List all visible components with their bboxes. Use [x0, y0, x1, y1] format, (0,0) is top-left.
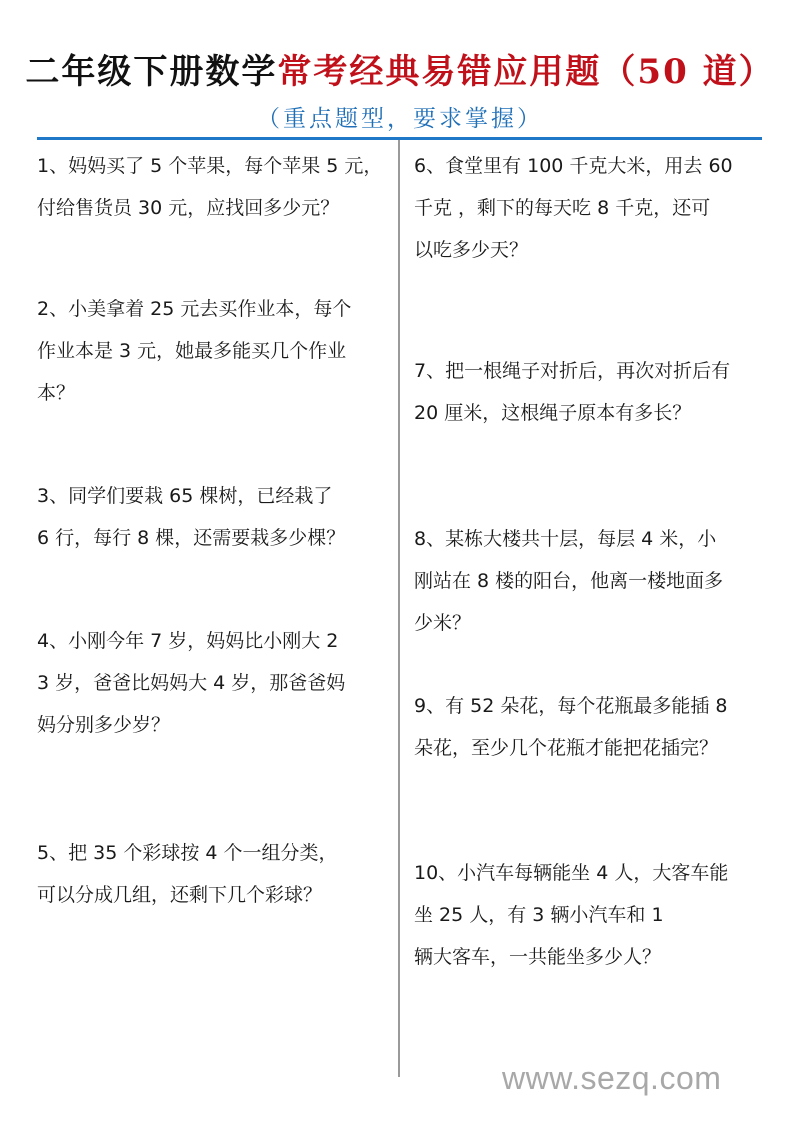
question-3 [37, 475, 392, 559]
question-line: 9、有 52 朵花，每个花瓶最多能插 8 [414, 695, 728, 717]
question-line: 少米？ [414, 612, 472, 634]
question-line: 千克 ，剩下的每天吃 8 千克，还可 [414, 197, 711, 219]
question-line: 2、小美拿着 25 元去买作业本，每个 [37, 298, 352, 320]
title-grade: 二年级下册数学 [25, 52, 278, 92]
question-line: 1、妈妈买了 5 个苹果，每个苹果 5 元， [37, 155, 383, 177]
question-line: 以吃多少天？ [414, 239, 529, 261]
page-title [0, 44, 800, 93]
title-topic: 常考经典易错应用题（50 道） [277, 52, 775, 92]
question-1 [37, 145, 392, 229]
question-line: 20 厘米，这根绳子原本有多长？ [414, 402, 692, 424]
question-line: 辆大客车，一共能坐多少人？ [414, 946, 662, 968]
question-2 [37, 288, 392, 414]
question-line: 作业本是 3 元，她最多能买几个作业 [37, 340, 347, 362]
question-line: 本？ [37, 382, 76, 404]
question-line: 5、把 35 个彩球按 4 个一组分类， [37, 842, 338, 864]
question-line: 刚站在 8 楼的阳台，他离一楼地面多 [414, 570, 724, 592]
question-6 [414, 145, 766, 271]
question-line: 6、食堂里有 100 千克大米，用去 60 [414, 155, 733, 177]
question-line: 付给售货员 30 元，应找回多少元？ [37, 197, 340, 219]
column-divider [398, 140, 400, 1077]
watermark: www.sezq.com [502, 1060, 722, 1096]
question-line: 6 行，每行 8 棵，还需要栽多少棵？ [37, 527, 346, 549]
question-line: 7、把一根绳子对折后，再次对折后有 [414, 360, 731, 382]
question-line: 朵花，至少几个花瓶才能把花插完？ [414, 737, 719, 759]
question-line: 4、小刚今年 7 岁，妈妈比小刚大 2 [37, 630, 339, 652]
question-7 [414, 350, 766, 434]
question-line: 3、同学们要栽 65 棵树，已经栽了 [37, 485, 333, 507]
question-10 [414, 852, 766, 978]
question-8 [414, 518, 766, 644]
question-line: 3 岁，爸爸比妈妈大 4 岁，那爸爸妈 [37, 672, 346, 694]
question-line: 坐 25 人，有 3 辆小汽车和 1 [414, 904, 664, 926]
question-4 [37, 620, 392, 746]
question-line: 8、某栋大楼共十层，每层 4 米，小 [414, 528, 717, 550]
question-line: 妈分别多少岁？ [37, 714, 171, 736]
question-line: 10、小汽车每辆能坐 4 人，大客车能 [414, 862, 729, 884]
question-9 [414, 685, 766, 769]
question-line: 可以分成几组，还剩下几个彩球？ [37, 884, 323, 906]
page-subtitle: （重点题型，要求掌握） [257, 106, 543, 132]
question-5 [37, 832, 392, 916]
